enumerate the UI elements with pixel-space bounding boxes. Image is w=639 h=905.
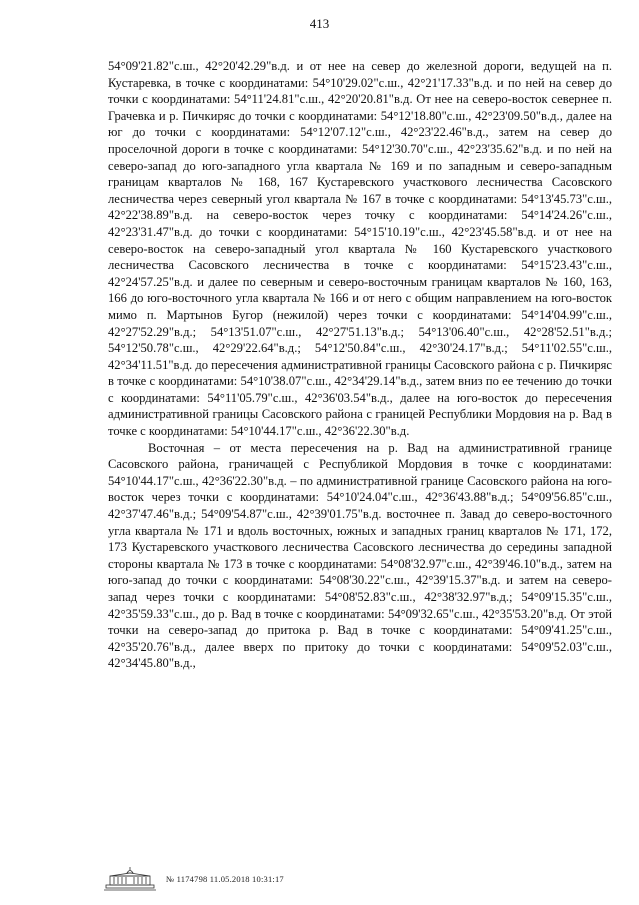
document-stamp: № 1174798 11.05.2018 10:31:17 — [166, 874, 284, 884]
page-number: 413 — [309, 16, 330, 31]
document-body — [108, 58, 612, 672]
government-building-emblem-icon — [100, 866, 160, 892]
paragraph-continuation: 54°09'21.82"с.ш., 42°20'42.29"в.д. и от нее на север до железной дороги, ведущей на п. Кустаревка, в точке с координатами: 54°10'29.02"с.ш., 42°21'17.33"в.д. и по ней на север до точки с координатами: 54°11'24.81"с.ш., 42°20'20.81"в.д. От нее на северо-восток севернее п. Грачевка и р. Пичкиряс до точки с координатами: 54°12'18.80"с.ш., 42°23'09.50"в.д., далее на юг до точки с координатами: 54°12'07.12"с.ш., 42°23'22.46"в.д., затем на север до проселочной дороги в точке с координатами: 54°12'30.70"с.ш., 42°23'35.62"в.д. и по ней на северо-запад до юго-западного угла квартала № 169 и по западным и северо-западным границам кварталов № 168, 167 Кустаревского участкового лесничества Сасовского лесничества через северный угол квартала № 167 в точке с координатами: 54°13'45.73"с.ш., 42°22'38.89"в.д. на северо-восток через точку с координатами: 54°14'24.26"с.ш., 42°23'31.47"в.д. до точки с координатами: 54°15'10.19"с.ш., 42°23'45.58"в.д. и от нее на северо-восток на северо-западный угол квартала № 160 Кустаревского участкового лесничества Сасовского лесничества в точке с координатами: 54°15'23.43"с.ш., 42°24'57.25"в.д. и далее по северным и северо-восточным границам кварталов № 160, 163, 166 до юго-восточного угла квартала № 166 и от него с общим направлением на юго-восток мимо п. Мартынов Бугор (нежилой) через точки с координатами: 54°14'04.99"с.ш., 42°27'52.29"в.д.; 54°13'51.07"с.ш., 42°27'51.13"в.д.; 54°13'06.40"с.ш., 42°28'52.51"в.д.; 54°12'50.78"с.ш., 42°29'22.64"в.д.; 54°12'50.84"с.ш., 42°30'24.17"в.д.; 54°11'02.55"с.ш., 42°34'11.51"в.д. до пересечения административной границы Сасовского района с р. Пичкиряс в точке с координатами: 54°10'38.07"с.ш., 42°34'29.14"в.д., затем вниз по ее течению до точки с координатами: 54°11'05.79"с.ш., 42°36'03.54"в.д., далее на юго-восток до пересечения административной границы Сасовского района с границей Республики Мордовия на р. Вад в точке с координатами: 54°10'44.17"с.ш., 42°36'22.30"в.д. — [108, 59, 612, 439]
paragraph-eastern-boundary: Восточная – от места пересечения на р. Вад на административной границе Сасовского района, граничащей с Республикой Мордовия в точке с координатами: 54°10'44.17"с.ш., 42°36'22.30"в.д. – по административной границе Сасовского района на юго-восток через точки с координатами: 54°10'24.04"с.ш., 42°36'43.88"в.д.; 54°09'56.85"с.ш., 42°37'47.46"в.д.; 54°09'54.87"с.ш., 42°39'01.75"в.д. восточнее п. Завад до северо-восточного угла квартала № 171 и вдоль восточных, южных и западных границ кварталов № 171, 172, 173 Кустаревского участкового лесничества Сасовского лесничества до середины западной стороны квартала № 173 в точке с координатами: 54°08'32.97"с.ш., 42°39'46.10"в.д., затем на юго-запад до точки с координатами: 54°08'30.22"с.ш., 42°39'15.37"в.д. и затем на северо-запад через точки с координатами: 54°08'52.83"с.ш., 42°38'32.97"в.д.; 54°09'15.35"с.ш., 42°35'59.33"с.ш., до р. Вад в точке с координатами: 54°09'32.65"с.ш., 42°35'53.20"в.д. От этой точки на северо-запад до притока р. Вад в точке с координатами: 54°09'41.25"с.ш., 42°35'20.76"в.д., далее вверх по притоку до точки с координатами: 54°09'52.03"с.ш., 42°34'45.80"в.д., — [108, 440, 612, 671]
document-footer — [100, 866, 284, 892]
